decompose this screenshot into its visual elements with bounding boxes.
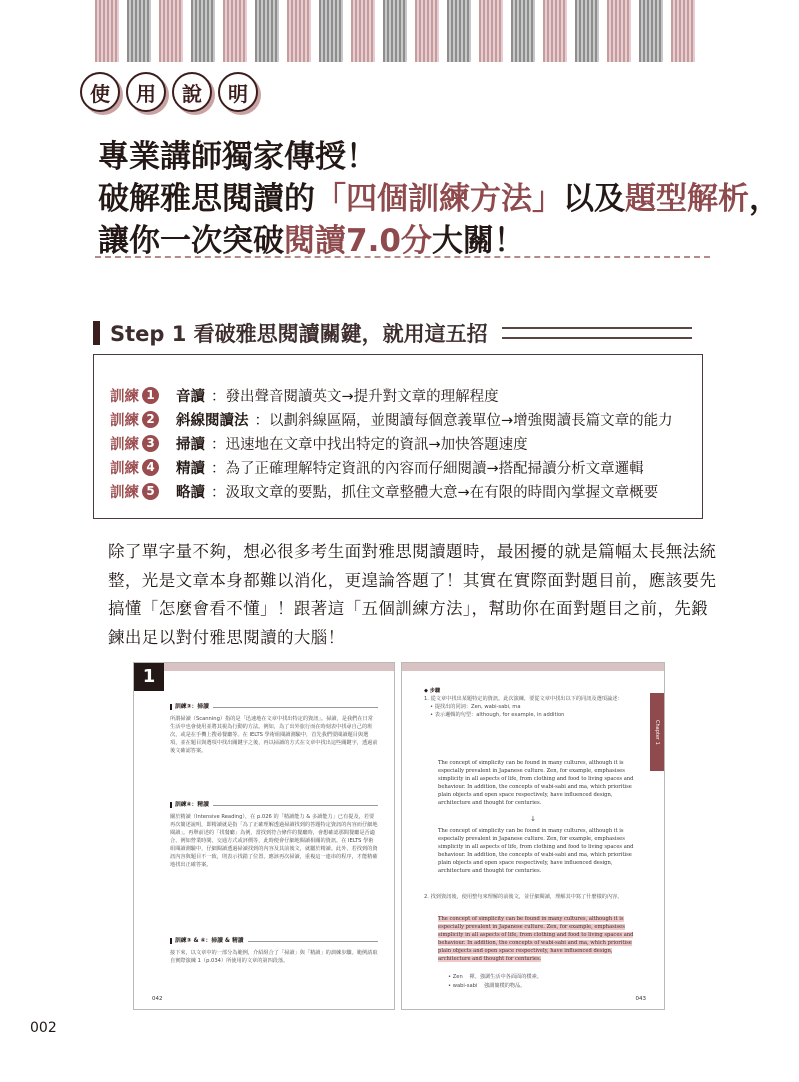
method-desc: ：以劃斜線區隔，並閱讀每個意義單位→增強閱讀長篇文章的能力 — [254, 412, 673, 429]
stripe — [95, 0, 119, 62]
number-badge: 3 — [142, 435, 159, 452]
headline-text: 破解雅思閱讀的 — [98, 181, 315, 217]
section-combined — [170, 937, 378, 965]
methods-box — [93, 354, 703, 519]
section-intensive — [170, 801, 378, 869]
section-heading: 訓練④：精讀 — [170, 801, 378, 809]
step-1-text: 1. 從文章中找出某題特定的資訊。此次演練，要從文章中找出以下的同訊及選項論述： — [424, 696, 623, 702]
stripe — [543, 0, 567, 62]
badge-char: 說 — [172, 72, 212, 112]
gloss-wabi-sabi: • wabi-sabi 強調簡樸的物品。 — [448, 983, 526, 989]
number-badge: 1 — [142, 387, 159, 404]
method-desc: ：汲取文章的要點，抓住文章整體大意→在有限的時間內掌握文章概要 — [211, 484, 659, 501]
intro-paragraph: 除了單字量不夠，想必很多考生面對雅思閱讀題時，最困擾的就是篇幅太長無法統整，光是文章本身都難以消化，更遑論答題了！其實在實際面對題目前，應該要先搞懂「怎麼會看不懂」！跟著這「五個訓練方法」，幫助你在面對題目之前，先鍛鍊出足以對付雅思閱讀的大腦！ — [108, 542, 717, 647]
section-text: 所謂掃讀（Scanning）指的是「迅速地在文章中找出特定的資訊」。掃讀，是我們在日常生活中也會使用並將其視為行動的方法。例如，為了出外旅行而在時刻表中找尋自己的班次，或是在手機上搜尋餐廳等。在 IELTS 學術組閱讀測驗中，首先我們要閱讀題目與選項，並在題目與選項中找出關鍵字之後，再以掃讀的方式在文章中找出這些關鍵字，透過前後文確認答案。 — [170, 716, 378, 754]
stripe — [223, 0, 247, 62]
method-desc: ：發出聲音閱讀英文→提升對文章的理解程度 — [211, 388, 499, 405]
method-label: 訓練 1 — [110, 385, 176, 406]
method-label: 訓練 2 — [110, 409, 176, 430]
method-name: 音讀 — [176, 388, 205, 405]
stripe — [639, 0, 663, 62]
stripe — [479, 0, 503, 62]
headline-highlight: 「四個訓練方法」 — [315, 181, 563, 217]
bullet: • 提找出的同詞：Zen, wabi-sabi, ma — [430, 704, 521, 710]
chapter-tab: Chapter 1 — [650, 693, 664, 771]
section-heading: 訓練③：掃讀 — [170, 703, 378, 711]
stripe — [127, 0, 151, 62]
number-badge: 4 — [142, 459, 159, 476]
page-number: 043 — [635, 996, 646, 1002]
steps-title: ◆ 步驟 — [424, 688, 441, 694]
stripe — [351, 0, 375, 62]
method-name: 掃讀 — [176, 436, 205, 453]
headline-text: ， — [749, 181, 780, 217]
section-heading: 訓練③ & ④：掃讀 & 精讀 — [170, 937, 378, 945]
book-spread-image — [133, 662, 665, 1010]
method-item — [110, 455, 702, 479]
method-label: 訓練 5 — [110, 481, 176, 502]
headline-line-2 — [98, 178, 780, 220]
usage-badges — [80, 72, 258, 112]
number-badge: 5 — [142, 483, 159, 500]
section-scanning — [170, 703, 378, 755]
method-item — [110, 383, 702, 407]
stripe — [287, 0, 311, 62]
stripe — [671, 0, 695, 62]
page-number: 042 — [152, 996, 163, 1002]
passage-marked: The concept of simplicity can be found in many cultures, although it is especially prevalent in Japanese culture. Zen, for example, emphasises simplicity in all aspects of life, from clothing and food to living spaces and behaviour. In addition, the concepts of wabi-sabi and ma, which prioritise plain objects and open space respectively, have influenced design, architecture and thought for centuries. — [438, 828, 634, 874]
passage-plain: The concept of simplicity can be found in many cultures, although it is especially prevalent in Japanese culture. Zen, for example, emphasises simplicity in all aspects of life, from clothing and food to living spaces and behaviour. In addition, the concepts of wabi-sabi and ma, which prioritise plain objects and open space respectively, have influenced design, architecture and thought for centuries. — [438, 760, 634, 806]
stripe — [255, 0, 279, 62]
method-label: 訓練 3 — [110, 433, 176, 454]
headline-line-1: 專業講師獨家傳授！ — [98, 139, 377, 175]
headline-highlight: 閱讀7.0分 — [284, 223, 432, 259]
section-text: 接下來，以文章中的一部分為範例，介紹組合了「掃讀」與「精讀」的訓練步驟。範例請取自實際演練 1（p.034）所使用的文章的第四段落。 — [170, 950, 378, 964]
stripe — [319, 0, 343, 62]
method-desc: ：為了正確理解特定資訊的內容而仔細閱讀→搭配掃讀分析文章邏輯 — [211, 460, 644, 477]
method-desc: ：迅速地在文章中找出特定的資訊→加快答題速度 — [211, 436, 528, 453]
step-heading — [93, 318, 692, 348]
badge-char: 使 — [80, 72, 120, 112]
steps-block — [424, 687, 642, 719]
passage-highlighted: The concept of simplicity can be found in many cultures, although it is especially prevalent in Japanese culture. Zen, for example, emphasises simplicity in all aspects of life, from clothing and food to living spaces and behaviour. In addition, the concepts of wabi-sabi and ma, which prioritise plain objects and open space respectively, have influenced design, architecture and thought for centuries. — [438, 916, 634, 962]
method-item — [110, 407, 702, 431]
step-2-text: 2. 找到資訊後，使用整句來理解的前後文，並仔細閱讀，理解其中寫了什麼樣的內容。 — [424, 894, 623, 900]
method-name: 精讀 — [176, 460, 205, 477]
stripe — [575, 0, 599, 62]
page-top-stripe — [164, 663, 394, 671]
stripe — [607, 0, 631, 62]
heading-bar — [93, 321, 100, 345]
headline-text: 以及 — [563, 181, 625, 217]
headline-highlight: 題型解析 — [625, 181, 749, 217]
badge-char: 用 — [126, 72, 166, 112]
method-name: 斜線閱讀法 — [176, 412, 249, 429]
stripe — [159, 0, 183, 62]
left-page — [133, 662, 395, 1010]
method-label: 訓練 4 — [110, 457, 176, 478]
stripe — [383, 0, 407, 62]
page-top-stripe — [402, 663, 664, 671]
number-badge: 2 — [142, 411, 159, 428]
arrow-down: ↓ — [530, 815, 536, 823]
section-text: 關於精讀（Intensive Reading），在 p.026 的「精讀能力 & 多讀能力」已有提及，若要再次簡述說明，即精讀就是指「為了正確理解透過掃讀找到的答題特定資訊的內容而仔細地閱讀」。再舉前述的「找餐廳」為例，當找到符合條件的餐廳時，會想確認那間餐廳是否適合，例如營業時間、交通方式或評價等，此時便會仔細地閱讀相關的資訊。在 IELTS 學術組閱讀測驗中，仔細閱讀透過掃讀找到的內容及其前後文，就屬於精讀。此外，若找到的資訊內容與題目不一致，則表示找錯了位置，應該再次掃讀，重複這一連串的程序，才能精確地找出正確答案。 — [170, 814, 378, 868]
headline — [98, 136, 780, 262]
page-footer-number: 002 — [30, 1020, 57, 1036]
decorative-stripes — [95, 0, 715, 62]
dashed-divider — [95, 256, 710, 258]
bullet: • 表示邏輯的句型：although, for example, in addition — [430, 712, 565, 718]
right-page — [401, 662, 665, 1010]
headline-text: 讓你一次突破 — [98, 223, 284, 259]
chapter-number: 1 — [134, 663, 164, 691]
method-item — [110, 431, 702, 455]
method-name: 略讀 — [176, 484, 205, 501]
stripe — [511, 0, 535, 62]
gloss-zen: • Zen 禪。強調生活中各面面的樸素。 — [448, 974, 542, 980]
stripe — [191, 0, 215, 62]
badge-char: 明 — [218, 72, 258, 112]
stripe — [447, 0, 471, 62]
stripe — [415, 0, 439, 62]
headline-text: 大關！ — [431, 223, 525, 259]
step-title: Step 1 看破雅思閱讀關鍵，就用這五招 — [110, 322, 488, 346]
double-rule — [502, 327, 692, 339]
method-item — [110, 479, 702, 503]
